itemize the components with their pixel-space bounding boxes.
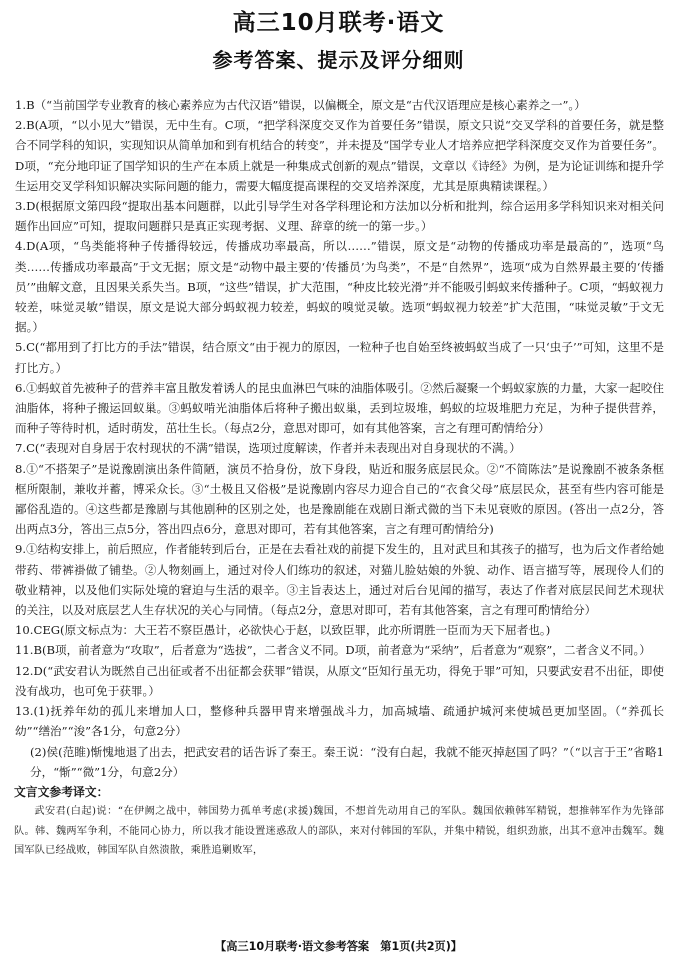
- answer-number: 7.: [15, 441, 27, 456]
- answer-number: 2.: [15, 118, 27, 133]
- answer-number: 11.: [15, 643, 34, 658]
- answer-text: C(“都用到了打比方的手法”错误，结合原文“由于视力的原因，一粒种子也自始至终被蚂蚁当成了一只‘虫子’”可知，这里不是打比方。）: [15, 340, 664, 375]
- answer-number: 12.: [15, 663, 34, 678]
- answer-item: [14, 539, 664, 620]
- answer-subitem: (2)侯(范睢)惭愧地退了出去，把武安君的话告诉了秦王。秦王说：“没有白起，我就不能灭掉赵国了吗？”（“以言于王”省略1分，“惭”“微”1分，句意2分）: [30, 744, 664, 779]
- answer-item: [14, 701, 664, 741]
- answer-number: 1.: [15, 98, 27, 112]
- answer-text: D(A项，“鸟类能将种子传播得较远，传播成功率最高，所以……”错误，原文是“动物的传播成功率是最高的”，选项“鸟类……传播成功率最高”于文无据；原文是“动物中最主要的‘传播员’为鸟类”，不是“自然界”，选项“成为自然界最主要的‘传播员’”曲解文意，且因果关系失当。B项，“这些”错误，扩大范围，“种皮比较光滑”并不能吸引蚂蚁来传播种子。C项，“蚂蚁视力较差，味觉灵敏”错误，原文是说大部分蚂蚁视力较差，蚂蚁的嗅觉灵敏。选项“蚂蚁视力较差”扩大范围，“味觉灵敏”于文无据。）: [15, 239, 664, 335]
- page-title: 高三10月联考·语文: [232, 10, 445, 36]
- answer-item: [14, 378, 664, 439]
- answer-number: 13.: [15, 704, 34, 719]
- answer-item: [14, 196, 664, 236]
- answer-item: [14, 236, 664, 337]
- answer-number: 8.: [15, 461, 27, 476]
- answer-item: [14, 661, 664, 701]
- answer-text: ①结构安排上，前后照应，作者能转到后台，正是在去看社戏的前提下发生的，且对武旦和其孩子的描写，也为后文作者给她带药、带裤褂做了铺垫。②人物刻画上，通过对伶人们练功的叙述，对猫儿脸姑娘的外貌、动作、语言描写等，展现伶人们的敬业精神，以及他们实际处境的窘迫与生活的艰辛。③主旨表达上，通过对后台见闻的描写，表达了作者对底层民间艺术现状的关注，以及对底层艺人生存状况的关心与同情。（每点2分，意思对即可，若有其他答案，言之有理可酌情给分）: [15, 542, 664, 618]
- answer-text: CEG(原文标点为：大王若不察臣愚计，必欲快心于赵，以致臣罪，此亦所谓胜一臣而为天下屈者也。): [33, 623, 551, 638]
- answer-item: [14, 459, 664, 540]
- answer-number: 5.: [15, 340, 27, 355]
- answer-text: B（“当前国学专业教育的核心素养应为古代汉语”错误，以偏概全，原文是“古代汉语理应是核心素养之一”。）: [26, 98, 586, 112]
- answer-number: 6.: [15, 380, 27, 395]
- answer-text: ①“不搭架子”是说豫剧演出条件简陋，演员不拾身份，放下身段，贴近和服务底层民众。②“不简陈法”是说豫剧不被条条框框所限制，兼收并蓄，博采众长。③“土极且又俗极”是说豫剧内容尽力迎合自己的“衣食父母”底层民众，甚至有些内容可能是鄙俗乱造的。④这些都是豫剧与其他剧种的区别之处，也是豫剧能在戏剧日渐式微的当下未见衰败的原因。(答出一点2分，答出两点3分，答出三点5分，答出四点6分，意思对即可，若有其他答案，言之有理可酌情给分): [15, 461, 664, 537]
- answer-number: 10.: [15, 623, 34, 638]
- answer-number: 9.: [15, 542, 27, 557]
- answer-text: D(根据原文第四段“提取出基本问题群，以此引导学生对各学科理论和方法加以分析和批判，综合运用多学科知识来对相关问题作出回应”可知，提取问题群只是真正实现考据、义理、辞章的统一的第一步。）: [15, 199, 664, 234]
- answer-item: [14, 640, 664, 660]
- translation-heading: 文言文参考译文：: [14, 784, 109, 799]
- answer-text: (1)抚养年幼的孤儿来增加人口，整修种兵器甲胄来增强战斗力，加高城墙、疏通护城河来使城邑更加坚固。（“养孤长幼”“缮治”“浚”各1分，句意2分）: [15, 704, 664, 739]
- answer-text: C(“表现对自身居于农村现状的不满”错误，选项过度解读，作者并未表现出对自身现状的不满。）: [26, 441, 521, 456]
- answer-item: [14, 438, 664, 458]
- answer-item: [14, 620, 664, 640]
- translation-text: 武安君(白起)说：“在伊阙之战中，韩国势力孤单考虑(求援)魏国，不想首先动用自己的军队。魏国依赖韩军精锐，想推韩军作为先锋部队。韩、魏两军争利，不能同心协力，所以我才能设置迷惑敌人的部队，来对付韩国的军队，并集中精锐，组织劲旅，出其不意冲击魏军。魏国军队已经战败，韩国军队自然溃散，乘胜追剿败军，: [14, 806, 664, 857]
- page-subtitle: 参考答案、提示及评分细则: [212, 48, 465, 72]
- page-footer: 【高三10月联考·语文参考答案 第1页(共2页)】: [215, 940, 462, 953]
- answer-item: [14, 337, 664, 377]
- answer-content: [14, 95, 664, 861]
- answer-item: [14, 115, 664, 196]
- answer-item: [14, 95, 664, 115]
- answer-number: 4.: [15, 239, 27, 254]
- answer-text: ①蚂蚁首先被种子的营养丰富且散发着诱人的昆虫血淋巴气味的油脂体吸引。②然后凝聚一个蚂蚁家族的力量，大家一起咬住油脂体，将种子搬运回蚁巢。③蚂蚁啃光油脂体后将种子搬出蚁巢，丢到垃圾堆，蚂蚁的垃圾堆肥力充足，为种子提供营养，而种子等待时机，适时萌发，茁壮生长。（每点2分，意思对即可，如有其他答案，言之有理可酌情给分）: [15, 380, 664, 436]
- answer-text: B(B项，前者意为“攻取”，后者意为“选拔”，二者含义不同。D项，前者意为“采纳”，后者意为“观察”，二者含义不同。）: [33, 643, 651, 658]
- answer-number: 3.: [15, 199, 27, 214]
- answer-text: D(“武安君认为既然自己出征或者不出征都会获罪”错误，从原文“臣知行虽无功，得免于罪”可知，只要武安君不出征，即使没有战功，也可免于获罪。）: [15, 663, 664, 698]
- answer-text: B(A项，“以小见大”错误，无中生有。C项，“把学科深度交叉作为首要任务”错误，原文只说“交叉学科的首要任务，就是整合不同学科的知识，实现知识从简单加和到有机结合的转变”，并未提及“国学专业人才培养应把学科深度交叉作为首要任务”。D项，“充分地印证了国学知识的生产在本质上就是一种集成式创新的观点”错误，文章以《诗经》为例，是为论证训练和提升学生运用交叉学科知识解决实际问题的能力，需要大幅度提高课程的交叉培养深度，尤其是原典精读课程。）: [15, 118, 664, 193]
